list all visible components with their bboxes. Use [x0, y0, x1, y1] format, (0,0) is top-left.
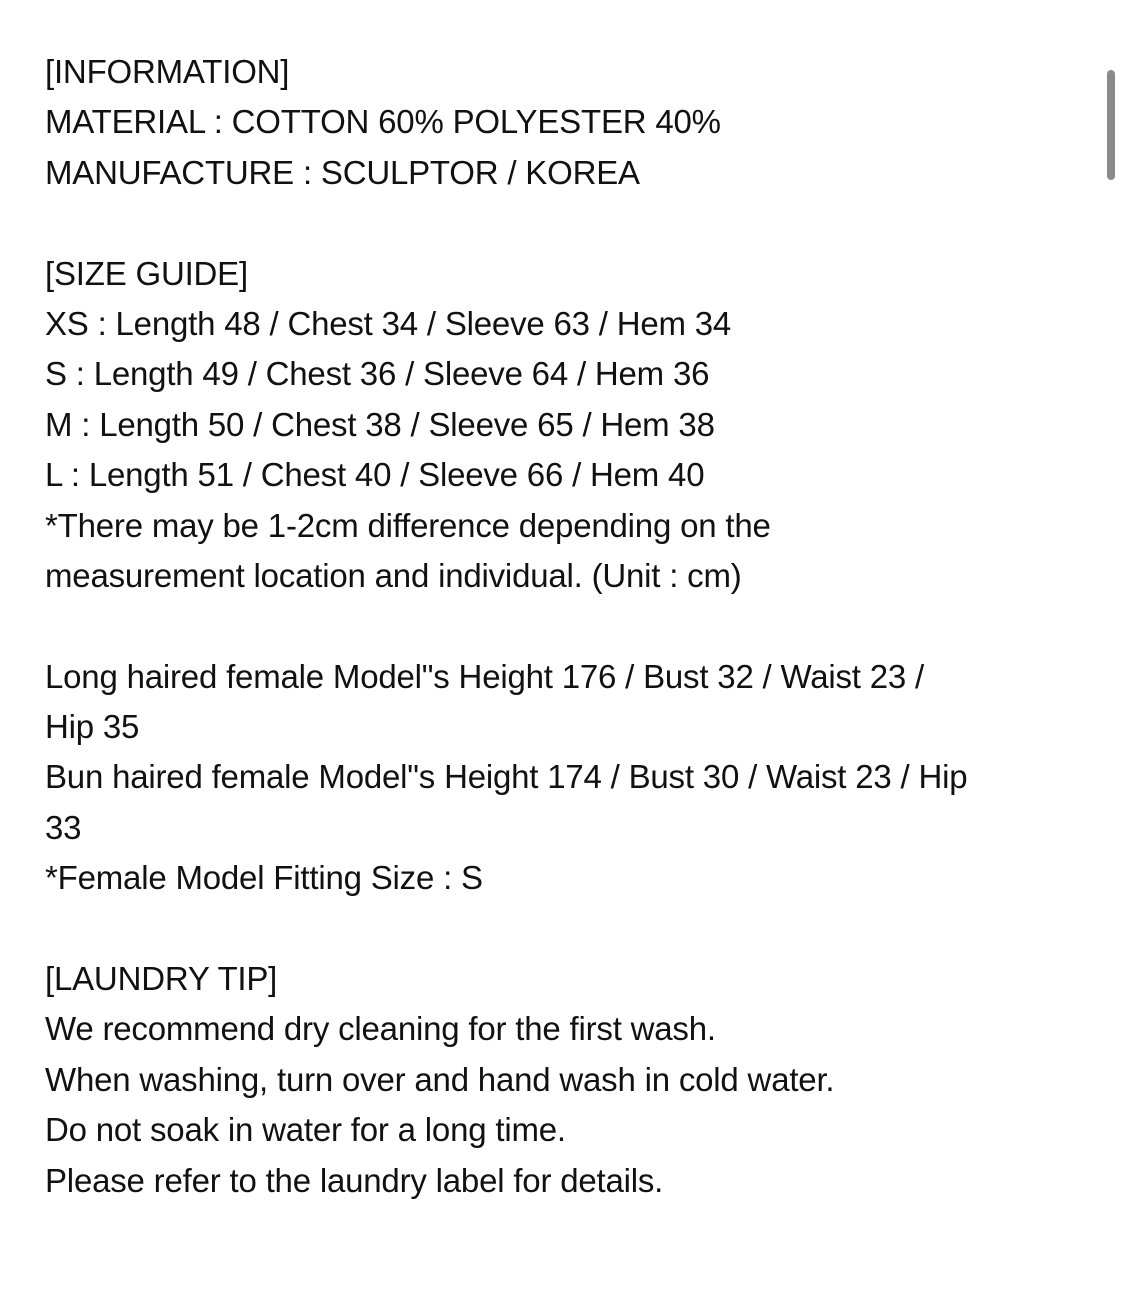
size-note-line-2: measurement location and individual. (Unit : cm): [45, 556, 742, 594]
long-haired-model-line-1: Long haired female Model"s Height 176 / Bust 32 / Waist 23 /: [45, 657, 924, 695]
laundry-line: Do not soak in water for a long time.: [45, 1111, 566, 1149]
size-guide-heading: [SIZE GUIDE]: [45, 254, 248, 292]
laundry-line: When washing, turn over and hand wash in cold water.: [45, 1060, 835, 1098]
section-spacer: [45, 904, 1085, 954]
long-haired-model-line-2: Hip 35: [45, 708, 140, 746]
laundry-line: Please refer to the laundry label for details.: [45, 1161, 664, 1199]
size-row-s: S : Length 49 / Chest 36 / Sleeve 64 / Hem 36: [45, 355, 710, 393]
size-note-line-1: *There may be 1-2cm difference depending on the: [45, 506, 771, 544]
size-row-m: M : Length 50 / Chest 38 / Sleeve 65 / Hem 38: [45, 405, 715, 443]
model-fitting-size: *Female Model Fitting Size : S: [45, 859, 483, 897]
laundry-line: We recommend dry cleaning for the first wash.: [45, 1010, 716, 1048]
product-details-text: [45, 47, 1085, 1206]
bun-haired-model-line-1: Bun haired female Model"s Height 174 / Bust 30 / Waist 23 / Hip: [45, 758, 968, 796]
laundry-heading: [LAUNDRY TIP]: [45, 960, 278, 998]
information-heading: [INFORMATION]: [45, 53, 290, 90]
vertical-scrollbar[interactable]: [1107, 70, 1115, 180]
size-row-xs: XS : Length 48 / Chest 34 / Sleeve 63 / Hem 34: [45, 304, 732, 342]
bun-haired-model-line-2: 33: [45, 808, 82, 846]
size-row-l: L : Length 51 / Chest 40 / Sleeve 66 / Hem 40: [45, 456, 705, 494]
section-spacer: [45, 601, 1085, 651]
manufacture-line: MANUFACTURE : SCULPTOR / KOREA: [45, 153, 640, 191]
material-line: MATERIAL : COTTON 60% POLYESTER 40%: [45, 103, 721, 141]
section-spacer: [45, 198, 1085, 248]
